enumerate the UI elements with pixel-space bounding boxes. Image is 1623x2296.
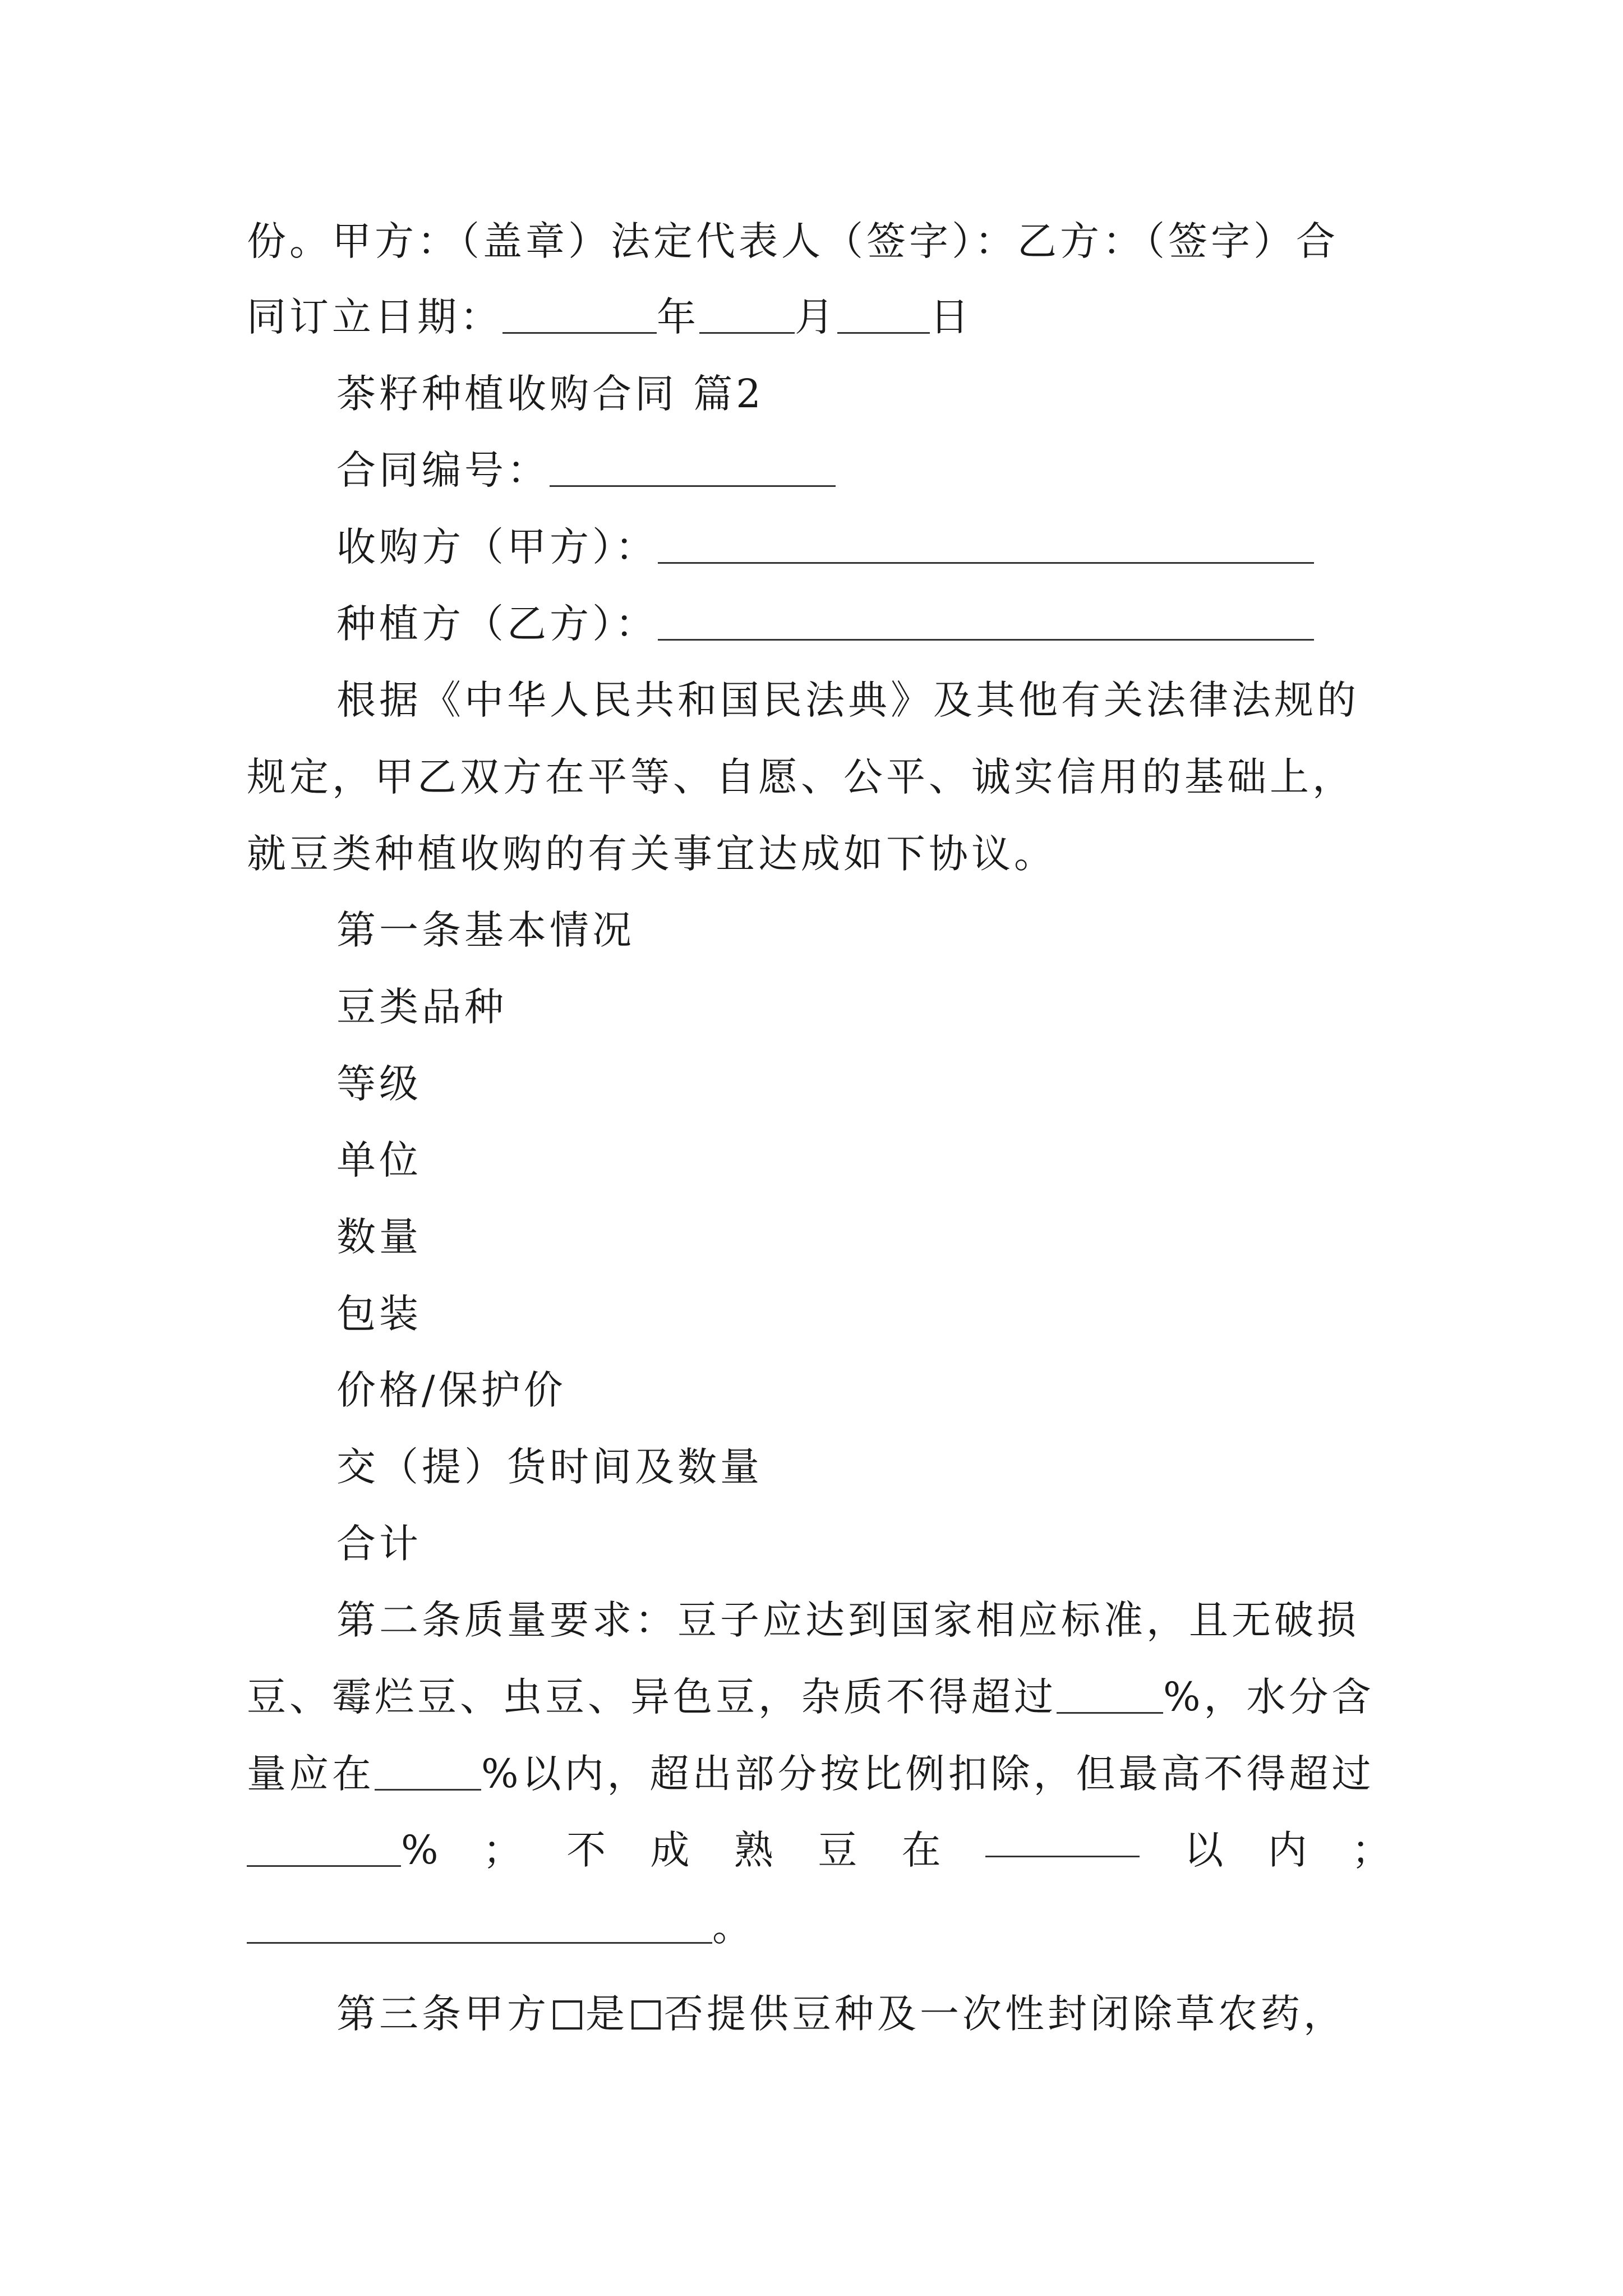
item-total: 合计 bbox=[336, 1521, 422, 1567]
grower-blank[interactable] bbox=[658, 600, 1314, 641]
article-2-line-3 bbox=[247, 1740, 1391, 1807]
semicolon: ； bbox=[482, 1827, 522, 1873]
signature-text: 份。甲方：（盖章）法定代表人（签字）：乙方：（签字）合 bbox=[247, 218, 1339, 264]
article-2-text-1: 第二条质量要求：豆子应达到国家相应标准，且无破损 bbox=[336, 1597, 1359, 1643]
section-heading bbox=[336, 360, 1391, 427]
grower-line bbox=[336, 590, 1391, 657]
max-deduction bbox=[247, 1816, 439, 1884]
char: 在 bbox=[901, 1827, 941, 1873]
list-item bbox=[336, 1433, 1391, 1501]
impurity-blank[interactable] bbox=[1057, 1673, 1163, 1714]
article-1-title-text: 第一条基本情况 bbox=[336, 907, 635, 953]
date-line bbox=[247, 283, 1391, 351]
list-item bbox=[336, 1050, 1391, 1117]
char: 成 bbox=[650, 1827, 690, 1873]
article-2-line-2 bbox=[247, 1663, 1391, 1731]
signature-line bbox=[247, 208, 1391, 275]
char: 内 bbox=[1267, 1827, 1307, 1873]
article-1-title bbox=[336, 896, 1391, 964]
no-checkbox[interactable] bbox=[631, 2000, 661, 2030]
article-2-line-5 bbox=[247, 1893, 1391, 1961]
year-blank[interactable] bbox=[502, 293, 657, 334]
article-2-text-2a: 豆、霉烂豆、虫豆、异色豆，杂质不得超过 bbox=[247, 1674, 1057, 1720]
contract-number-line bbox=[336, 436, 1391, 504]
other-requirement-blank[interactable] bbox=[247, 1903, 712, 1944]
intro-text-2: 规定，甲乙双方在平等、自愿、公平、诚实信用的基础上， bbox=[247, 754, 1355, 800]
item-quantity: 数量 bbox=[336, 1214, 422, 1260]
day-blank[interactable] bbox=[837, 293, 930, 334]
buyer-blank[interactable] bbox=[658, 523, 1314, 564]
grower-label: 种植方（乙方）： bbox=[336, 601, 658, 647]
char: 豆 bbox=[818, 1827, 857, 1873]
moisture-blank[interactable] bbox=[375, 1750, 481, 1791]
item-packaging: 包装 bbox=[336, 1291, 422, 1337]
article-2-line-4 bbox=[247, 1816, 1391, 1884]
item-grade: 等级 bbox=[336, 1061, 422, 1107]
contract-number-blank[interactable] bbox=[550, 446, 836, 487]
intro-text-1: 根据《中华人民共和国民法典》及其他有关法律法规的 bbox=[336, 677, 1359, 723]
intro-line-1 bbox=[336, 666, 1391, 734]
article-3-text-c: 否提供豆种及一次性封闭除草农药， bbox=[664, 1991, 1346, 2037]
article-3-text-a: 第三条甲方 bbox=[336, 1991, 550, 2037]
intro-line-2 bbox=[247, 743, 1391, 811]
section-heading-text: 茶籽种植收购合同 篇2 bbox=[336, 371, 764, 417]
yes-checkbox[interactable] bbox=[553, 2000, 582, 2030]
list-item bbox=[336, 1356, 1391, 1424]
day-label: 日 bbox=[930, 294, 972, 340]
list-item bbox=[336, 1126, 1391, 1194]
max-deduction-blank[interactable] bbox=[247, 1826, 401, 1867]
list-item bbox=[336, 973, 1391, 1041]
period: 。 bbox=[712, 1904, 755, 1950]
buyer-line bbox=[336, 513, 1391, 581]
date-label: 同订立日期： bbox=[247, 294, 502, 340]
char: 熟 bbox=[734, 1827, 773, 1873]
item-delivery: 交（提）货时间及数量 bbox=[336, 1444, 763, 1490]
article-2-text-3b: %以内，超出部分按比例扣除，但最高不得超过 bbox=[481, 1751, 1375, 1797]
buyer-label: 收购方（甲方）： bbox=[336, 524, 658, 570]
item-unit: 单位 bbox=[336, 1137, 422, 1183]
year-label: 年 bbox=[657, 294, 699, 340]
item-variety: 豆类品种 bbox=[336, 984, 507, 1030]
article-2-line-1 bbox=[336, 1586, 1391, 1654]
char: 以 bbox=[1184, 1827, 1224, 1873]
intro-text-3: 就豆类种植收购的有关事宜达成如下协议。 bbox=[247, 831, 1057, 877]
list-item bbox=[336, 1280, 1391, 1347]
immature-bean-blank[interactable] bbox=[985, 1816, 1140, 1857]
percent-sign: % bbox=[401, 1827, 439, 1873]
article-2-text-3a: 量应在 bbox=[247, 1751, 375, 1797]
article-2-text-2b: %，水分含 bbox=[1163, 1674, 1375, 1720]
list-item bbox=[336, 1510, 1391, 1577]
char: 不 bbox=[566, 1827, 606, 1873]
item-price: 价格/保护价 bbox=[336, 1367, 566, 1413]
list-item bbox=[336, 1203, 1391, 1271]
contract-number-label: 合同编号： bbox=[336, 447, 550, 493]
article-3-line-1 bbox=[336, 1980, 1391, 2047]
month-blank[interactable] bbox=[699, 293, 795, 334]
semicolon: ； bbox=[1351, 1827, 1391, 1873]
month-label: 月 bbox=[795, 294, 837, 340]
intro-line-3 bbox=[247, 820, 1391, 887]
article-3-text-b: 是 bbox=[585, 1991, 628, 2037]
